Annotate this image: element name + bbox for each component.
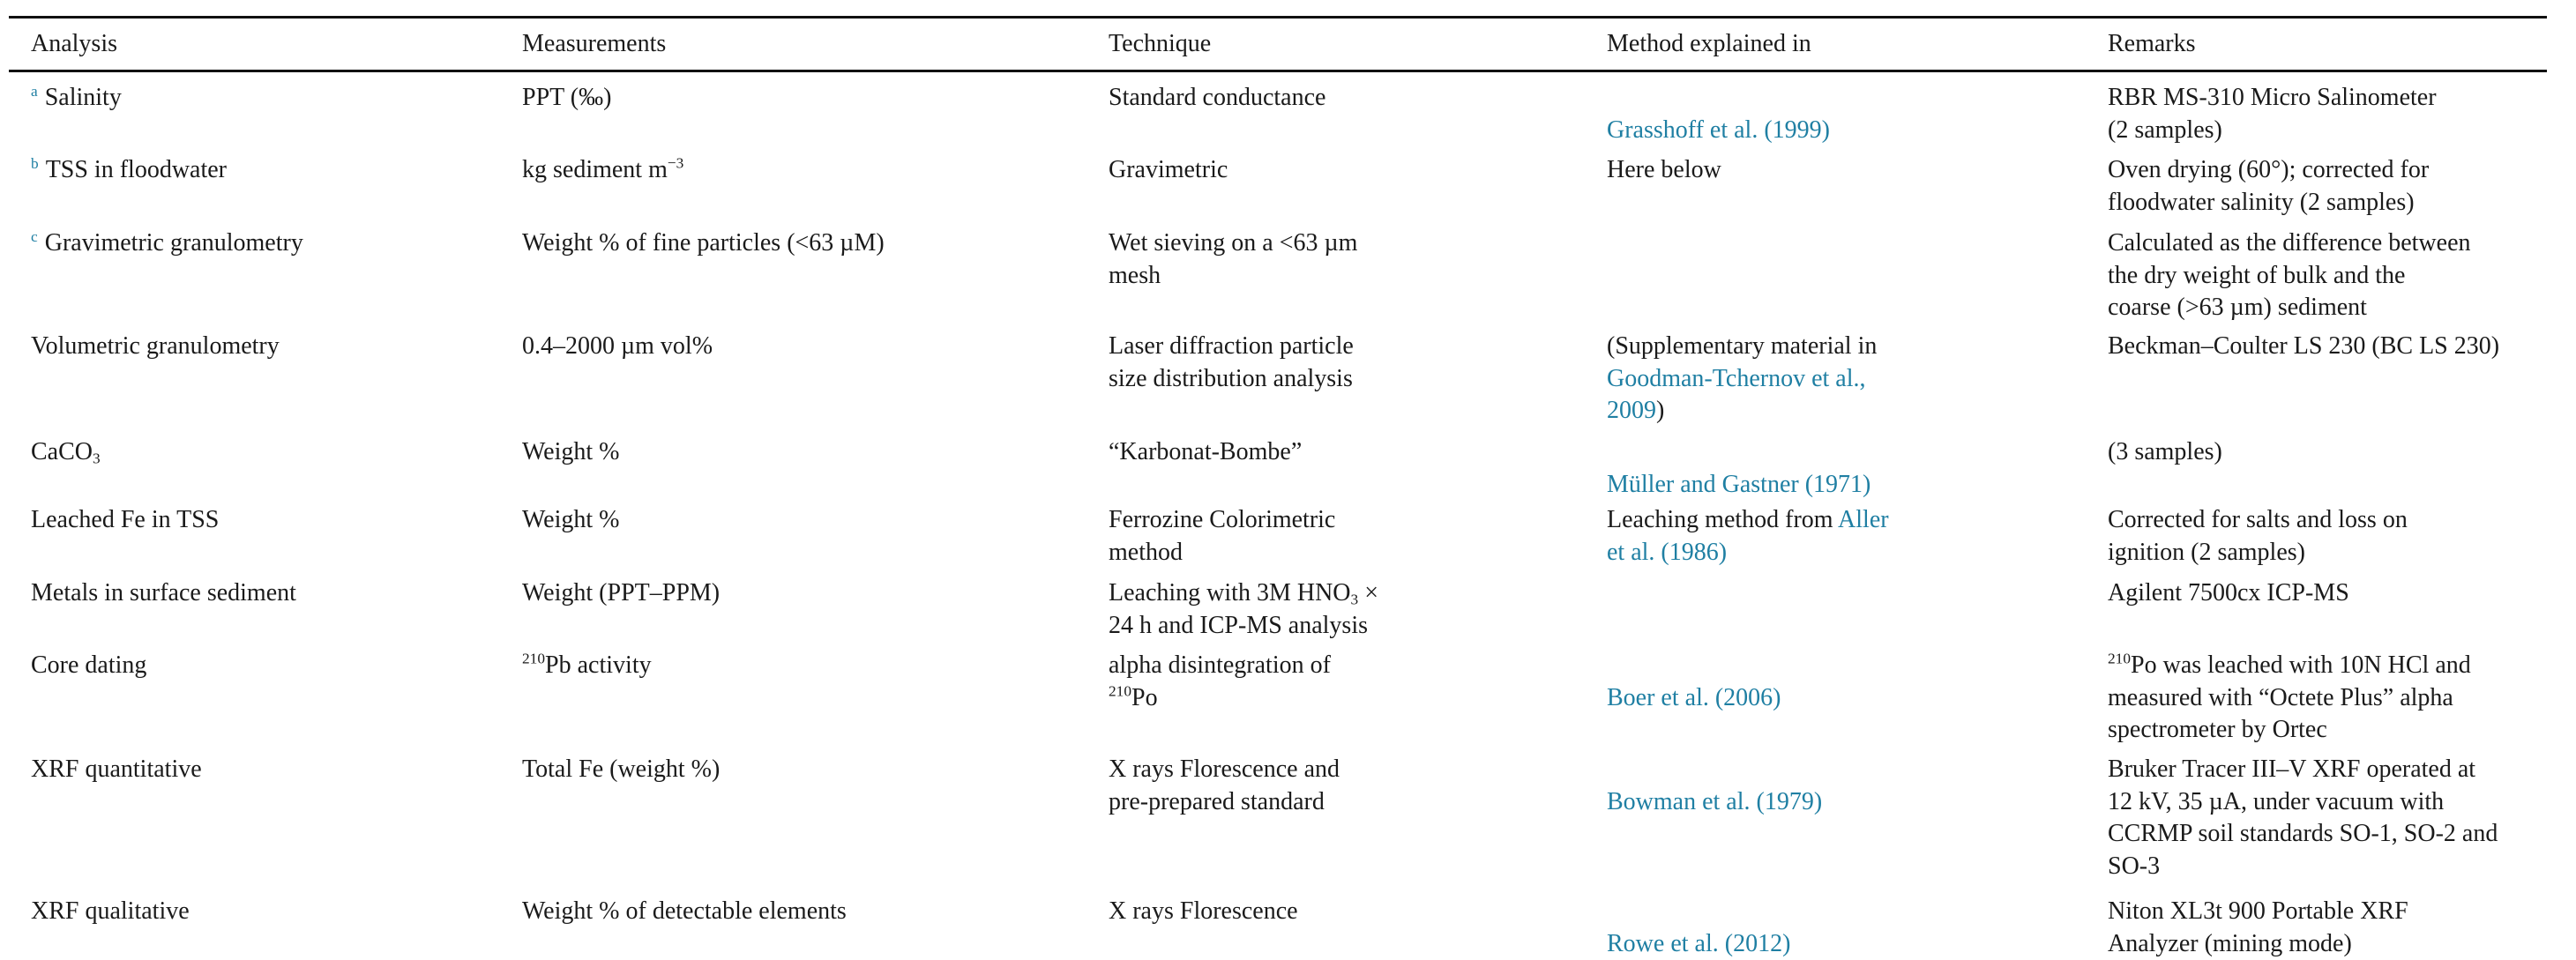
citation-link[interactable]: Rowe et al. (2012) [1607, 930, 1790, 957]
cell-text: kg sediment m [522, 156, 668, 183]
cell-text: Calculated as the difference between [2108, 229, 2471, 257]
cell-text: Pb activity [545, 651, 652, 679]
analysis-cell [31, 331, 489, 363]
technique-cell [1109, 82, 1461, 115]
citation-link[interactable]: Bowman et al. (1979) [1607, 788, 1822, 815]
cell-text: X rays Florescence [1109, 897, 1298, 925]
analysis-cell [31, 577, 489, 610]
cell-text: Agilent 7500cx ICP-MS [2108, 579, 2349, 607]
cell-text: Salinity [45, 84, 122, 111]
cell-text: floodwater salinity (2 samples) [2108, 189, 2415, 216]
superscript-text: 210 [1109, 682, 1131, 699]
measurements-cell [522, 577, 1086, 610]
cell-text: alpha disintegration of [1109, 651, 1331, 679]
cell-text: Total Fe (weight %) [522, 755, 720, 783]
superscript-text: 210 [2108, 651, 2131, 667]
cell-text: Beckman–Coulter LS 230 (BC LS 230) [2108, 332, 2499, 360]
cell-text: Po was leached with 10N HCl and [2131, 651, 2471, 679]
cell-text: Standard conductance [1109, 84, 1325, 111]
cell-text: Metals in surface sediment [31, 579, 296, 607]
citation-link[interactable]: Aller [1838, 506, 1889, 533]
measurements-cell [522, 154, 1086, 187]
footnote-marker-link[interactable]: a [31, 83, 38, 100]
column-header-method: Method explained in [1607, 28, 1977, 60]
technique-cell [1109, 331, 1461, 395]
method-cell [1607, 154, 1977, 187]
measurements-cell [522, 82, 1086, 115]
remarks-cell [2108, 331, 2549, 363]
method-cell [1607, 115, 1977, 147]
technique-cell [1109, 577, 1461, 642]
cell-text: CCRMP soil standards SO-1, SO-2 and [2108, 820, 2498, 847]
cell-text: Ferrozine Colorimetric [1109, 506, 1335, 533]
column-header-analysis: Analysis [31, 28, 489, 60]
measurements-cell [522, 896, 1086, 928]
cell-text: Wet sieving on a <63 µm [1109, 229, 1357, 257]
cell-text: size distribution analysis [1109, 365, 1353, 392]
technique-cell [1109, 754, 1461, 818]
citation-link[interactable]: Müller and Gastner (1971) [1607, 471, 1870, 498]
cell-text: spectrometer by Ortec [2108, 716, 2327, 743]
cell-text: mesh [1109, 262, 1161, 289]
cell-text: Core dating [31, 651, 146, 679]
measurements-cell [522, 504, 1086, 537]
cell-text: Leaching method from [1607, 506, 1838, 533]
subscript-text: 3 [1351, 591, 1359, 607]
citation-link[interactable]: et al. (1986) [1607, 539, 1727, 566]
cell-text: Oven drying (60°); corrected for [2108, 156, 2429, 183]
measurements-cell [522, 754, 1086, 786]
analysis-cell [31, 82, 489, 115]
cell-text: Bruker Tracer III–V XRF operated at [2108, 755, 2475, 783]
method-cell [1607, 928, 1977, 960]
cell-text: XRF qualitative [31, 897, 190, 925]
method-cell [1607, 469, 1977, 502]
column-header-technique: Technique [1109, 28, 1461, 60]
cell-text: Gravimetric granulometry [45, 229, 303, 257]
cell-text: ignition (2 samples) [2108, 539, 2305, 566]
footnote-marker-link[interactable]: c [31, 228, 38, 245]
cell-text: XRF quantitative [31, 755, 202, 783]
cell-text: PPT (‰) [522, 84, 611, 111]
cell-text: RBR MS-310 Micro Salinometer [2108, 84, 2437, 111]
column-header-measurements: Measurements [522, 28, 1086, 60]
footnote-marker-link[interactable]: b [31, 155, 39, 172]
cell-text: CaCO [31, 438, 93, 465]
citation-link[interactable]: Grasshoff et al. (1999) [1607, 116, 1830, 144]
remarks-cell [2108, 154, 2549, 219]
cell-text: Volumetric granulometry [31, 332, 280, 360]
cell-text: the dry weight of bulk and the [2108, 262, 2405, 289]
cell-text: 12 kV, 35 µA, under vacuum with [2108, 788, 2444, 815]
superscript-text: 210 [522, 651, 545, 667]
cell-text: Weight % [522, 438, 620, 465]
analysis-cell [31, 650, 489, 682]
analysis-cell [31, 154, 489, 187]
analysis-cell [31, 227, 489, 260]
citation-link[interactable]: Goodman-Tchernov et al., [1607, 365, 1866, 392]
remarks-cell [2108, 227, 2549, 324]
cell-text: Niton XL3t 900 Portable XRF [2108, 897, 2408, 925]
technique-cell [1109, 504, 1461, 569]
cell-text: (2 samples) [2108, 116, 2222, 144]
cell-text: Analyzer (mining mode) [2108, 930, 2352, 957]
cell-text: measured with “Octete Plus” alpha [2108, 684, 2453, 711]
cell-text: Weight % of fine particles (<63 µM) [522, 229, 885, 257]
cell-text: X rays Florescence and [1109, 755, 1340, 783]
analysis-cell [31, 504, 489, 537]
cell-text: Po [1131, 684, 1158, 711]
method-cell [1607, 504, 1977, 569]
cell-text: (3 samples) [2108, 438, 2222, 465]
citation-link[interactable]: Boer et al. (2006) [1607, 684, 1781, 711]
cell-text: Gravimetric [1109, 156, 1228, 183]
cell-text: Here below [1607, 156, 1721, 183]
analysis-cell [31, 754, 489, 786]
remarks-cell [2108, 577, 2549, 610]
table-header-rule [9, 70, 2547, 72]
cell-text: Leaching with 3M HNO [1109, 579, 1351, 607]
cell-text: Weight (PPT–PPM) [522, 579, 720, 607]
remarks-cell [2108, 504, 2549, 569]
remarks-cell [2108, 436, 2549, 469]
technique-cell [1109, 650, 1461, 714]
remarks-cell [2108, 650, 2549, 747]
subscript-text: 3 [93, 450, 101, 466]
superscript-text: −3 [668, 155, 683, 172]
citation-link[interactable]: 2009 [1607, 397, 1656, 424]
cell-text: (Supplementary material in [1607, 332, 1877, 360]
column-header-remarks: Remarks [2108, 28, 2549, 60]
cell-text: Weight % [522, 506, 620, 533]
analysis-cell [31, 896, 489, 928]
technique-cell [1109, 227, 1461, 292]
cell-text: Corrected for salts and loss on [2108, 506, 2408, 533]
measurements-cell [522, 227, 1086, 260]
technique-cell [1109, 436, 1461, 469]
method-cell [1607, 682, 1977, 715]
cell-text: TSS in floodwater [46, 156, 227, 183]
cell-text: Laser diffraction particle [1109, 332, 1354, 360]
table-top-rule [9, 16, 2547, 19]
method-cell [1607, 331, 1977, 428]
technique-cell [1109, 154, 1461, 187]
cell-text: Leached Fe in TSS [31, 506, 219, 533]
measurements-cell [522, 650, 1086, 682]
measurements-cell [522, 331, 1086, 363]
cell-text: coarse (>63 µm) sediment [2108, 294, 2367, 321]
method-cell [1607, 786, 1977, 819]
cell-text: × [1358, 579, 1378, 607]
remarks-cell [2108, 754, 2549, 882]
measurements-cell [522, 436, 1086, 469]
remarks-cell [2108, 896, 2549, 960]
cell-text: method [1109, 539, 1183, 566]
technique-cell [1109, 896, 1461, 928]
cell-text: “Karbonat-Bombe” [1109, 438, 1302, 465]
analysis-cell [31, 436, 489, 469]
remarks-cell [2108, 82, 2549, 146]
cell-text: Weight % of detectable elements [522, 897, 847, 925]
cell-text: 0.4–2000 µm vol% [522, 332, 713, 360]
cell-text: 24 h and ICP-MS analysis [1109, 612, 1368, 639]
cell-text: ) [1656, 397, 1664, 424]
cell-text: pre-prepared standard [1109, 788, 1325, 815]
cell-text: SO-3 [2108, 852, 2160, 880]
